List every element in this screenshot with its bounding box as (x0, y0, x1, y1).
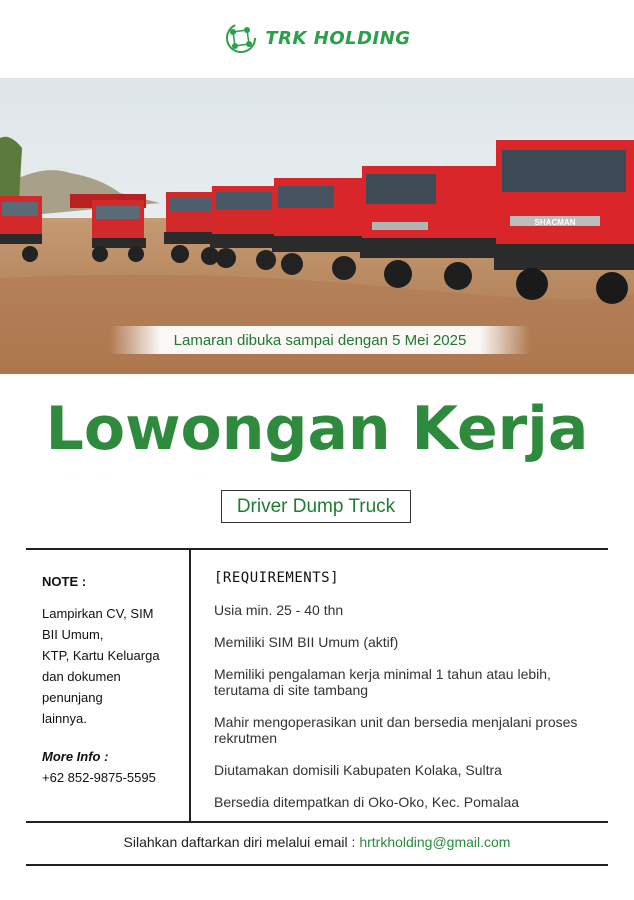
footer-contact (0, 834, 634, 850)
note-line: dan dokumen (42, 669, 121, 684)
divider-top (26, 548, 608, 550)
note-line: KTP, Kartu Keluarga (42, 648, 160, 663)
position-label: Driver Dump Truck (236, 495, 396, 517)
application-deadline-banner (110, 326, 530, 354)
note-heading: NOTE : (42, 574, 87, 589)
truck-network-logo-icon (223, 20, 259, 56)
more-info-heading: More Info : (42, 749, 109, 764)
requirement-item: Diutamakan domisili Kabupaten Kolaka, Sultra (214, 762, 502, 778)
requirement-item: Memiliki SIM BII Umum (aktif) (214, 634, 399, 650)
requirement-item: Memiliki pengalaman kerja minimal 1 tahun atau lebih, terutama di site tambang (214, 666, 551, 698)
requirements-heading: [REQUIREMENTS] (214, 570, 340, 586)
note-section (42, 574, 182, 785)
requirement-item: Mahir mengoperasikan unit dan bersedia menjalani proses rekrutmen (214, 714, 578, 746)
requirement-item: Bersedia ditempatkan di Oko-Oko, Kec. Pomalaa (214, 794, 520, 810)
note-body (42, 603, 182, 729)
requirement-item: Usia min. 25 - 40 thn (214, 602, 344, 618)
contact-phone: +62 852-9875-5595 (42, 770, 156, 785)
email-link[interactable]: hrtrkholding@gmail.com (359, 834, 511, 850)
page-title: Lowongan Kerja (45, 394, 589, 464)
note-line: lainnya. (42, 711, 87, 726)
divider-bottom (26, 864, 608, 866)
footer-prefix: Silahkan daftarkan diri melalui email : (123, 834, 360, 850)
truck-badge: SHACMAN (534, 218, 576, 227)
application-deadline-text: Lamaran dibuka sampai dengan 5 Mei 2025 (173, 331, 467, 349)
requirements-section (214, 570, 604, 826)
brand-logo (0, 18, 634, 58)
divider-vertical (189, 549, 191, 821)
brand-name: TRK HOLDING (265, 27, 411, 49)
position-box (221, 490, 411, 523)
note-line: Lampirkan CV, SIM (42, 606, 154, 621)
note-line: BII Umum, (42, 627, 104, 642)
note-line: penunjang (42, 690, 103, 705)
